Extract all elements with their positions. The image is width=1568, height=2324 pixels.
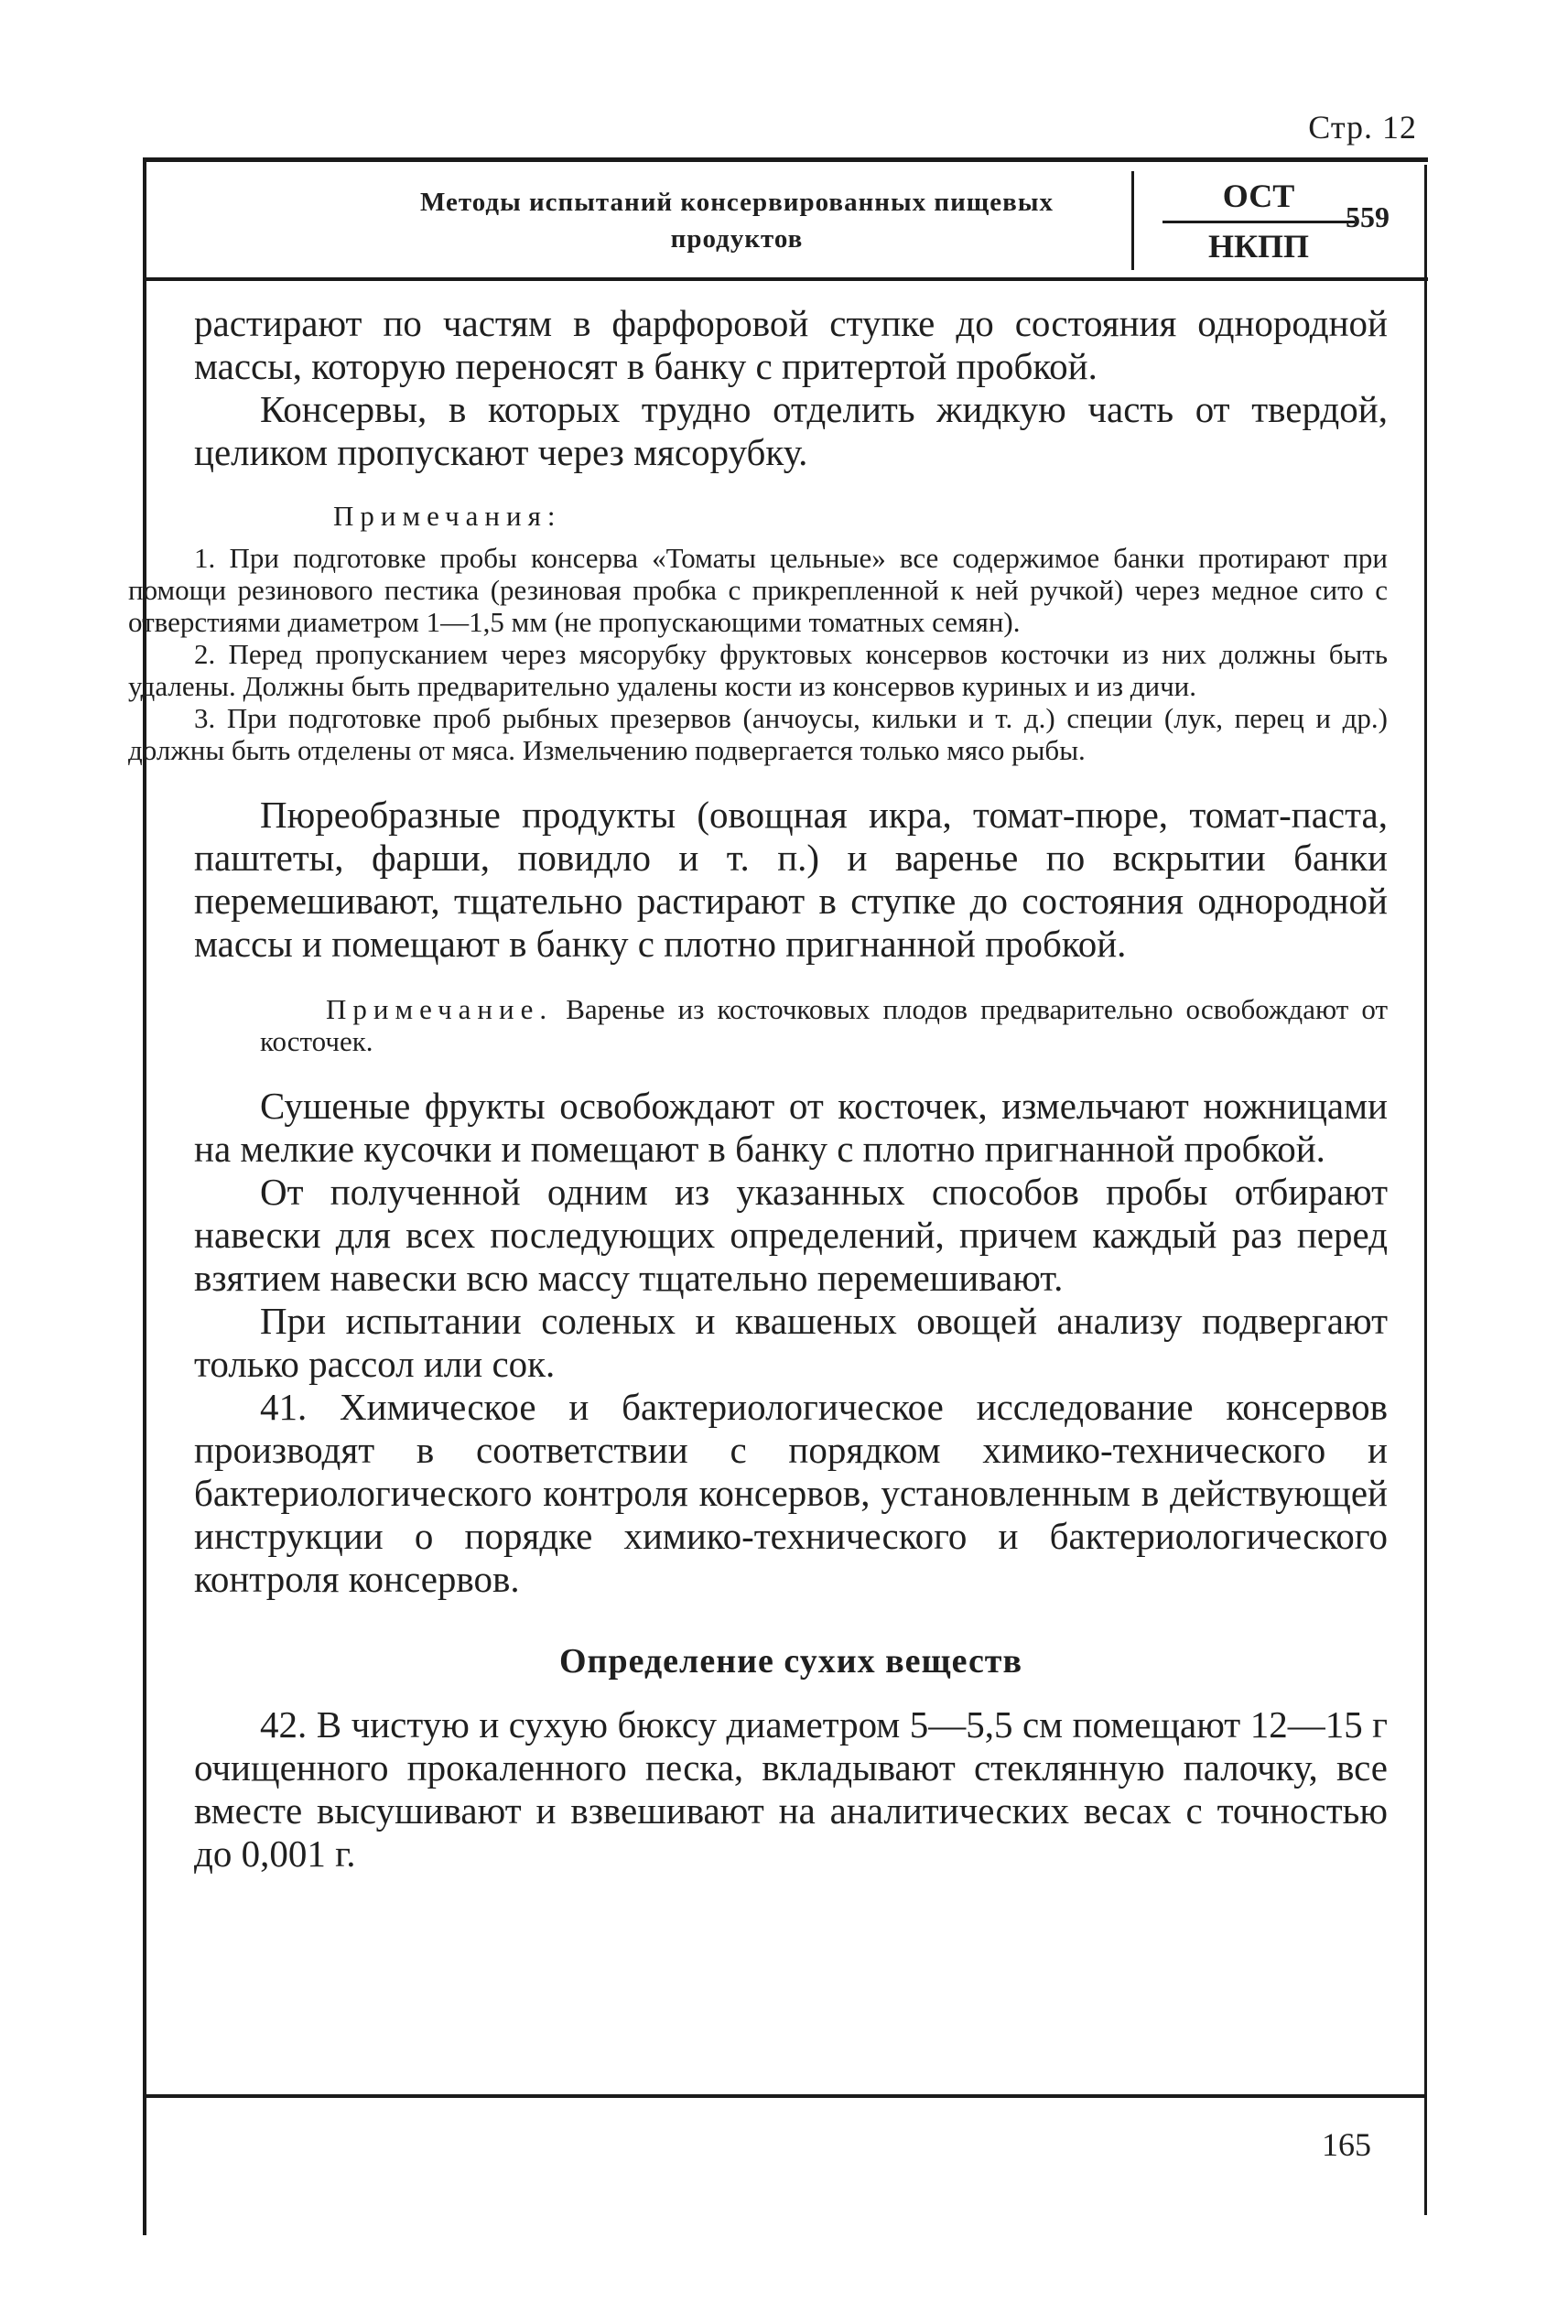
paragraph-mincer: Консервы, в которых трудно отделить жидкую часть от твердой, целиком пропускают через мясорубку. bbox=[194, 388, 1388, 473]
standard-code-bottom: НКПП bbox=[1207, 228, 1310, 265]
page-label: Стр. 12 bbox=[1308, 109, 1417, 146]
paragraph-grinding: растирают по частям в фарфоровой ступке до состояния однородной массы, которую переносят в банку с притертой пробкой. bbox=[194, 302, 1388, 387]
paragraph-dried-fruits: Сушеные фрукты освобождают от косточек, измельчают ножницами на мелкие кусочки и помещают в банку с плотно пригнанной пробкой. bbox=[194, 1085, 1388, 1170]
document-title-line1: Методы испытаний консервированных пищевых bbox=[420, 188, 1054, 217]
paragraph-item-42: 42. В чистую и сухую бюксу диаметром 5—5,5 см помещают 12—15 г очищенного прокаленного песка, вкладывают стеклянную палочку, все вместе высушивают и взвешивают на аналитических весах с точностью до 0,001 г. bbox=[194, 1703, 1388, 1875]
standard-code-top: ОСТ bbox=[1162, 177, 1355, 223]
standard-code bbox=[1162, 177, 1355, 265]
page-body bbox=[128, 302, 1388, 1875]
page-number: 165 bbox=[1322, 2126, 1371, 2163]
notes-block bbox=[128, 498, 1388, 766]
frame-bottom-rule bbox=[143, 2094, 1426, 2098]
paragraph-pickled: При испытании соленых и квашеных овощей анализу подвергают только рассол или сок. bbox=[194, 1300, 1388, 1385]
note-jam-label: Примечание. bbox=[326, 993, 554, 1025]
notes-heading: Примечания: bbox=[333, 500, 562, 532]
note-jam bbox=[260, 993, 1388, 1057]
standard-number: 559 bbox=[1346, 200, 1390, 233]
note-item-1: 1. При подготовке пробы консерва «Томаты цельные» все содержимое банки протирают при помощи резинового пестика (резиновая пробка с прикрепленной к ней ручкой) через медное сито с отверстиями диаметром 1—1,5 мм (не пропускающими томатных семян). bbox=[128, 542, 1388, 638]
note-jam-text: Варенье из косточковых плодов предварительно освобождают от косточек. bbox=[260, 993, 1388, 1057]
document-title bbox=[275, 184, 1199, 257]
frame-right-rule bbox=[1424, 165, 1427, 2215]
note-item-2: 2. Перед пропусканием через мясорубку фруктовых консервов косточки из них должны быть удалены. Должны быть предварительно удалены кости из консервов куриных и из дичи. bbox=[128, 638, 1388, 702]
frame-left-rule bbox=[143, 157, 146, 2235]
paragraph-puree: Пюреобразные продукты (овощная икра, томат-пюре, томат-паста, паштеты, фарши, повидло и т. п.) и варенье по вскрытии банки перемешивают, тщательно растирают в ступке до состояния однородной массы и помещают в банку с плотно пригнанной пробкой. bbox=[194, 794, 1388, 965]
paragraph-item-41: 41. Химическое и бактериологическое исследование консервов производят в соответствии с порядком химико-технического и бактериологического контроля консервов, установленным в действующей инструкции о порядке химико-технического и бактериологического контроля консервов. bbox=[194, 1386, 1388, 1600]
section-title: Определение сухих веществ bbox=[559, 1642, 1022, 1681]
note-item-3: 3. При подготовке проб рыбных презервов (анчоусы, кильки и т. д.) специи (лук, перец и др.) должны быть отделены от мяса. Измельчению подвергается только мясо рыбы. bbox=[128, 702, 1388, 766]
header-divider bbox=[1131, 171, 1134, 270]
document-header bbox=[146, 157, 1428, 281]
document-title-line2: продуктов bbox=[670, 224, 804, 254]
paragraph-sampling: От полученной одним из указанных способов пробы отбирают навески для всех последующих определений, причем каждый раз перед взятием навески всю массу тщательно перемешивают. bbox=[194, 1171, 1388, 1299]
